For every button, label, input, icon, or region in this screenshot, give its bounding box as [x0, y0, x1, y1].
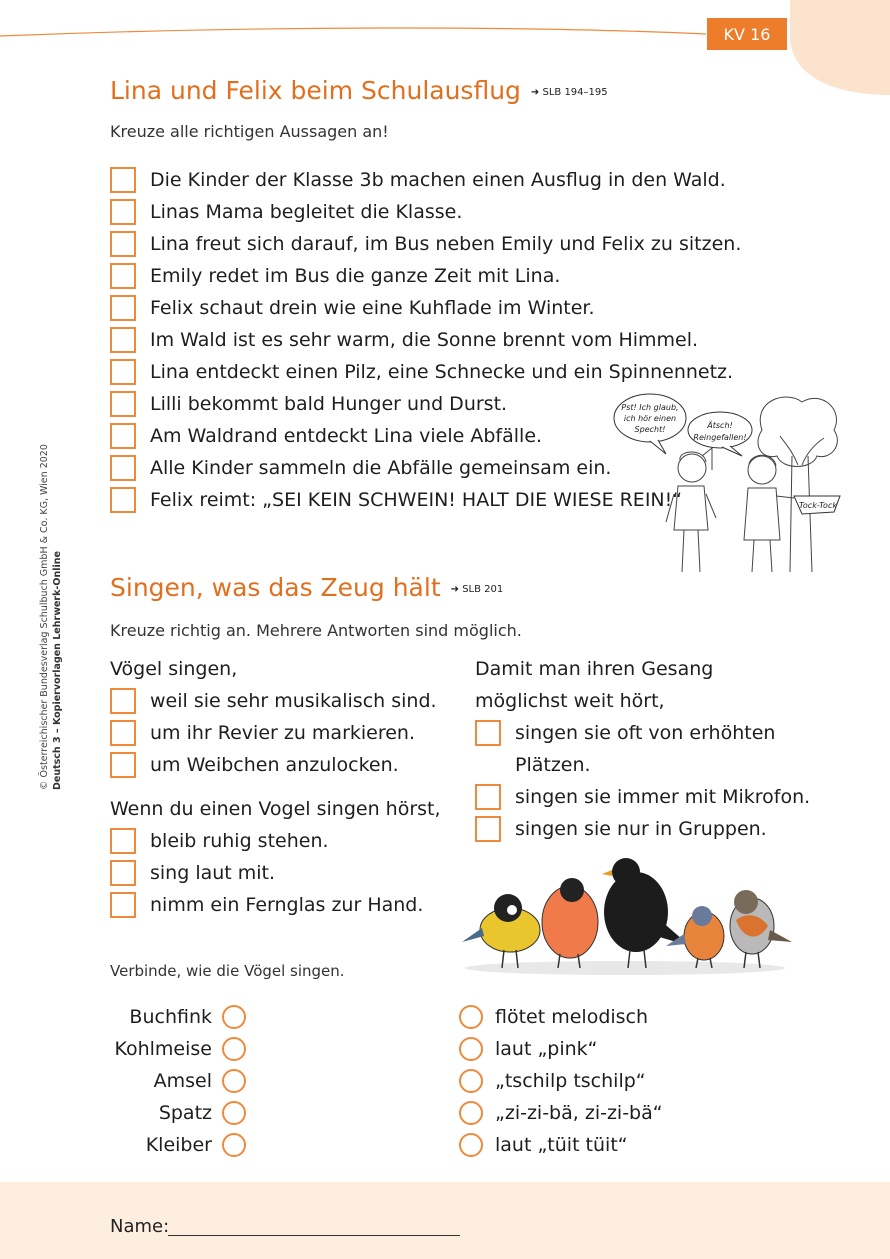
statement-text: Felix reimt: „SEI KEIN SCHWEIN! HALT DIE WIESE REIN!“ [150, 489, 683, 511]
statement-checkbox[interactable] [110, 167, 136, 193]
song-connector-dot[interactable] [459, 1101, 483, 1125]
option-text: weil sie sehr musikalisch sind. [150, 690, 437, 712]
option-checkbox[interactable] [475, 816, 501, 842]
option-checkbox[interactable] [110, 720, 136, 746]
option-row [110, 857, 441, 889]
option-text: singen sie immer mit Mikrofon. [515, 786, 811, 808]
option-text: bleib ruhig stehen. [150, 830, 329, 852]
statement-row [110, 228, 741, 260]
series-line: Deutsch 3 – Kopiervorlagen Lehrwerk-Online [52, 551, 63, 790]
sound-label: Tock-Tock [799, 501, 837, 510]
option-checkbox[interactable] [110, 892, 136, 918]
question1-heading: Vögel singen, [110, 658, 238, 680]
option-text: singen sie oft von erhöhten [515, 722, 776, 744]
option-row [110, 749, 437, 781]
option-checkbox[interactable] [110, 688, 136, 714]
option-row [475, 781, 810, 813]
bubble1-line1: Pst! Ich glaub, [621, 403, 679, 412]
name-label: Name: [110, 1216, 170, 1237]
statement-checkbox[interactable] [110, 391, 136, 417]
song-column [459, 1001, 663, 1161]
song-text: laut „tüit tüit“ [495, 1134, 628, 1156]
section1-title [110, 76, 608, 105]
bird-name: Kleiber [145, 1134, 212, 1156]
song-connector-dot[interactable] [459, 1037, 483, 1061]
song-connector-dot[interactable] [459, 1069, 483, 1093]
song-text: „tschilp tschilp“ [495, 1070, 646, 1092]
bird-name: Kohlmeise [114, 1038, 212, 1060]
bird-row [100, 1129, 246, 1161]
bubble1-line3: Specht! [634, 425, 666, 434]
blackbird-icon [602, 858, 690, 968]
option-text: nimm ein Fernglas zur Hand. [150, 894, 424, 916]
statement-text: Lina entdeckt einen Pilz, eine Schnecke und ein Spinnennetz. [150, 361, 734, 383]
statement-checkbox[interactable] [110, 199, 136, 225]
statement-text: Linas Mama begleitet die Klasse. [150, 201, 463, 223]
option-text: um Weibchen anzulocken. [150, 754, 399, 776]
option-text: sing laut mit. [150, 862, 276, 884]
song-row [459, 1097, 663, 1129]
copyright-sidebar [38, 444, 64, 790]
option-text-continued: Plätzen. [515, 754, 591, 776]
question2-heading: Wenn du einen Vogel singen hörst, [110, 798, 441, 820]
statement-checkbox[interactable] [110, 231, 136, 257]
option-row [110, 717, 437, 749]
statement-row [110, 324, 741, 356]
bird-connector-dot[interactable] [222, 1101, 246, 1125]
bird-connector-dot[interactable] [222, 1037, 246, 1061]
option-row [110, 889, 441, 921]
statement-row [110, 260, 741, 292]
statement-row [110, 292, 741, 324]
statement-row [110, 164, 741, 196]
statement-checkbox[interactable] [110, 359, 136, 385]
section2-heading [110, 573, 503, 602]
worksheet-badge: KV 16 [707, 18, 787, 50]
option-text: singen sie nur in Gruppen. [515, 818, 767, 840]
statement-text: Lina freut sich darauf, im Bus neben Emily und Felix zu sitzen. [150, 233, 742, 255]
option-checkbox[interactable] [475, 720, 501, 746]
option-continuation [475, 749, 810, 781]
section1-heading [110, 76, 608, 105]
copyright-line: © Österreichischer Bundesverlag Schulbuch GmbH & Co. KG, Wien 2020 [39, 444, 50, 790]
question1 [110, 653, 437, 781]
option-checkbox[interactable] [110, 752, 136, 778]
statement-text: Am Waldrand entdeckt Lina viele Abfälle. [150, 425, 543, 447]
bubble2-line2: Reingefallen! [693, 433, 747, 442]
option-checkbox[interactable] [110, 860, 136, 886]
bird-name: Amsel [153, 1070, 212, 1092]
statement-row [110, 356, 741, 388]
bird-row [100, 1033, 246, 1065]
question3-heading-line1: Damit man ihren Gesang [475, 658, 714, 680]
question2 [110, 793, 441, 921]
section2-title [110, 573, 503, 602]
sparrow-icon [730, 890, 792, 968]
question3 [475, 653, 810, 845]
statement-text: Die Kinder der Klasse 3b machen einen Ausflug in den Wald. [150, 169, 726, 191]
section2-title-text: Singen, was das Zeug hält [110, 573, 441, 602]
match-instruction: Verbinde, wie die Vögel singen. [110, 962, 345, 980]
option-row [110, 685, 437, 717]
song-text: „zi-zi-bä, zi-zi-bä“ [495, 1102, 663, 1124]
song-connector-dot[interactable] [459, 1005, 483, 1029]
great-tit-icon [462, 894, 540, 968]
song-text: laut „pink“ [495, 1038, 598, 1060]
bubble2-line1: Ätsch! [707, 421, 733, 430]
bird-connector-dot[interactable] [222, 1005, 246, 1029]
bullfinch-icon [542, 878, 598, 968]
song-connector-dot[interactable] [459, 1133, 483, 1157]
statement-text: Emily redet im Bus die ganze Zeit mit Lina. [150, 265, 561, 287]
option-text: um ihr Revier zu markieren. [150, 722, 416, 744]
bird-row [100, 1065, 246, 1097]
question3-heading-line2: möglichst weit hört, [475, 690, 665, 712]
statement-checkbox[interactable] [110, 327, 136, 353]
statement-text: Felix schaut drein wie eine Kuhflade im Winter. [150, 297, 595, 319]
song-row [459, 1033, 663, 1065]
section1-title-text: Lina und Felix beim Schulausflug [110, 76, 521, 105]
option-checkbox[interactable] [110, 828, 136, 854]
option-checkbox[interactable] [475, 784, 501, 810]
section2-instruction: Kreuze richtig an. Mehrere Antworten sind möglich. [110, 621, 522, 640]
statement-text: Alle Kinder sammeln die Abfälle gemeinsam ein. [150, 457, 612, 479]
option-row [475, 813, 810, 845]
bird-row [100, 1097, 246, 1129]
bird-connector-dot[interactable] [222, 1069, 246, 1093]
statement-checkbox[interactable] [110, 455, 136, 481]
kids-illustration [612, 390, 842, 572]
bird-name: Buchfink [129, 1006, 212, 1028]
bird-connector-dot[interactable] [222, 1133, 246, 1157]
statement-text: Im Wald ist es sehr warm, die Sonne brennt vom Himmel. [150, 329, 699, 351]
statement-checkbox[interactable] [110, 263, 136, 289]
bird-row [100, 1001, 246, 1033]
song-row [459, 1129, 663, 1161]
bubble1-line2: ich hör einen [623, 414, 677, 423]
statement-row [110, 196, 741, 228]
name-input-line[interactable] [168, 1234, 460, 1236]
song-row [459, 1065, 663, 1097]
option-row [475, 717, 810, 749]
statement-checkbox[interactable] [110, 487, 136, 513]
song-text: flötet melodisch [495, 1006, 649, 1028]
section2-ref: ➜ SLB 201 [450, 583, 504, 595]
section1-ref: ➜ SLB 194–195 [530, 86, 608, 98]
statement-text: Lilli bekommt bald Hunger und Durst. [150, 393, 508, 415]
birds-illustration [460, 850, 795, 980]
bird-name: Spatz [158, 1102, 212, 1124]
song-row [459, 1001, 663, 1033]
corner-shape [790, 0, 890, 100]
bird-name-column [100, 1001, 246, 1161]
section1-instruction: Kreuze alle richtigen Aussagen an! [110, 122, 389, 141]
statement-checkbox[interactable] [110, 295, 136, 321]
statement-checkbox[interactable] [110, 423, 136, 449]
option-row [110, 825, 441, 857]
